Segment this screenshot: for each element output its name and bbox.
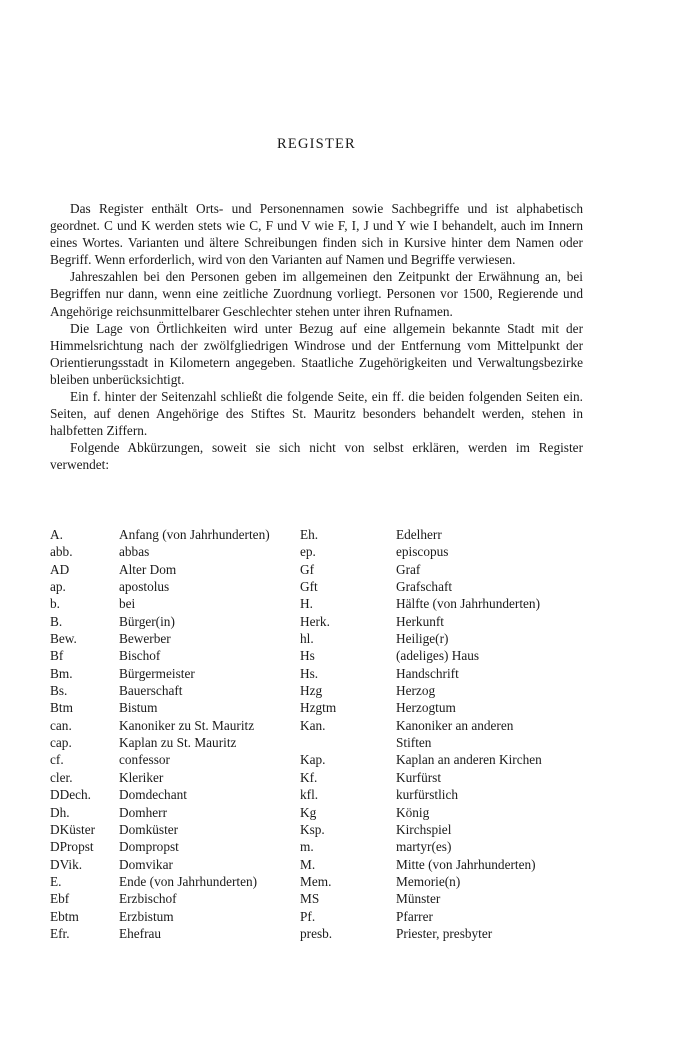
abbreviation-meaning: bei xyxy=(119,596,136,612)
abbreviation: Ebtm xyxy=(50,908,79,924)
abbreviation-row xyxy=(50,717,583,734)
abbreviation-row xyxy=(50,630,583,647)
abbreviation-meaning: Kanoniker zu St. Mauritz xyxy=(119,717,255,733)
abbreviation-row xyxy=(50,595,583,612)
abbreviation-meaning: apostolus xyxy=(119,579,170,595)
abbreviation-meaning: Bauerschaft xyxy=(119,683,183,699)
abbreviation-meaning: Herkunft xyxy=(396,613,444,629)
abbreviation-row xyxy=(50,526,583,543)
abbreviation: H. xyxy=(300,596,313,612)
abbreviation: kfl. xyxy=(300,787,319,803)
abbreviation: Kap. xyxy=(300,752,326,768)
abbreviation-meaning: Dompropst xyxy=(119,839,179,855)
abbreviation-meaning: Graf xyxy=(396,561,421,577)
abbreviation-row xyxy=(50,665,583,682)
abbreviation: Hzg xyxy=(300,683,323,699)
abbreviation-meaning: confessor xyxy=(119,752,170,768)
abbreviation: b. xyxy=(50,596,60,612)
abbreviation-meaning: episcopus xyxy=(396,544,449,560)
abbreviation: Gft xyxy=(300,579,318,595)
abbreviation-row xyxy=(50,856,583,873)
abbreviation-meaning: abbas xyxy=(119,544,150,560)
abbreviation: cler. xyxy=(50,769,73,785)
abbreviation: M. xyxy=(300,856,316,872)
abbreviation: Efr. xyxy=(50,925,70,941)
intro-paragraph: Das Register enthält Orts- und Personennamen sowie Sachbegriffe und ist alphabetisch geordnet. C und K werden stets wie C, F und V wie F, I, J und Y wie I behandelt, auch im Innern eines Wortes. Varianten und ältere Schreibungen finden sich in Kursive hinter dem Namen oder Begriff. Wenn erforderlich, wird von den Varianten auf Namen und Begriffe verwiesen. xyxy=(50,201,583,268)
abbreviation-row xyxy=(50,682,583,699)
abbreviation: Ebf xyxy=(50,891,70,907)
abbreviation-row xyxy=(50,561,583,578)
abbreviation: Dh. xyxy=(50,804,70,820)
abbreviation: Bf xyxy=(50,648,64,664)
abbreviation-meaning: Erzbischof xyxy=(119,891,177,907)
abbreviation: Hzgtm xyxy=(300,700,337,716)
abbreviation-list xyxy=(50,526,583,942)
abbreviation-row xyxy=(50,821,583,838)
abbreviation-meaning: Domherr xyxy=(119,804,167,820)
abbreviation-meaning: Edelherr xyxy=(396,527,442,542)
abbreviation-meaning: Kaplan an anderen Kirchen xyxy=(396,752,542,768)
abbreviation-meaning: Pfarrer xyxy=(396,908,433,924)
abbreviation-meaning: Bewerber xyxy=(119,631,171,647)
abbreviation-meaning: Domvikar xyxy=(119,856,173,872)
abbreviation: Bew. xyxy=(50,631,77,647)
abbreviation-meaning: Bistum xyxy=(119,700,158,716)
abbreviation-meaning: kurfürstlich xyxy=(396,787,459,803)
abbreviation-meaning: Handschrift xyxy=(396,665,459,681)
abbreviation-meaning: Domküster xyxy=(119,821,179,837)
abbreviation: Mem. xyxy=(300,873,332,889)
page-title: REGISTER xyxy=(277,136,356,152)
abbreviation xyxy=(300,734,396,751)
abbreviation: Kg xyxy=(300,804,317,820)
intro-paragraph: Jahreszahlen bei den Personen geben im allgemeinen den Zeitpunkt der Erwähnung an, bei Begriffen nur dann, wenn eine zeitliche Zuordnung vorliegt. Personen vor 1500, Regierende und Angehörige reichsunmittelbarer Geschlechter stehen unter ihren Rufnamen. xyxy=(50,269,583,319)
abbreviation: cap. xyxy=(50,735,72,751)
abbreviation-meaning: Ende (von Jahrhunderten) xyxy=(119,873,258,889)
abbreviation-meaning: Heilige(r) xyxy=(396,631,449,647)
abbreviation-meaning: Kaplan zu St. Mauritz xyxy=(119,735,237,751)
abbreviation-meaning: Memorie(n) xyxy=(396,873,461,889)
abbreviation-row xyxy=(50,699,583,716)
intro-paragraph: Ein f. hinter der Seitenzahl schließt die folgende Seite, ein ff. die beiden folgenden Seiten ein. Seiten, auf denen Angehörige des Stiftes St. Mauritz besonders behandelt werden, stehen in halbfetten Ziffern. xyxy=(50,389,583,439)
abbreviation: Bs. xyxy=(50,683,68,699)
abbreviation: Hs xyxy=(300,648,315,664)
abbreviation-row xyxy=(50,873,583,890)
abbreviation-meaning: Hälfte (von Jahrhunderten) xyxy=(396,596,540,612)
abbreviation-row xyxy=(50,769,583,786)
abbreviation-row xyxy=(50,578,583,595)
abbreviation: Btm xyxy=(50,700,73,716)
abbreviation: presb. xyxy=(300,925,333,941)
abbreviation-meaning: König xyxy=(396,804,430,820)
abbreviation-row xyxy=(50,908,583,925)
abbreviation: E. xyxy=(50,873,62,889)
abbreviation-meaning: Herzogtum xyxy=(396,700,456,716)
abbreviation-meaning: (adeliges) Haus xyxy=(396,648,480,664)
abbreviation-meaning: Anfang (von Jahrhunderten) xyxy=(119,527,270,542)
abbreviation: abb. xyxy=(50,544,73,560)
abbreviation: hl. xyxy=(300,631,314,647)
abbreviation: ep. xyxy=(300,544,316,560)
abbreviation-meaning: Grafschaft xyxy=(396,579,453,595)
abbreviation-row xyxy=(50,543,583,560)
abbreviation-meaning: Bürgermeister xyxy=(119,665,195,681)
abbreviation-row xyxy=(50,804,583,821)
abbreviation-meaning: Mitte (von Jahrhunderten) xyxy=(396,856,536,872)
abbreviation-row xyxy=(50,647,583,664)
abbreviation: Kf. xyxy=(300,769,318,785)
abbreviation-meaning: Bürger(in) xyxy=(119,613,175,629)
abbreviation-meaning: Alter Dom xyxy=(119,561,177,577)
introduction xyxy=(50,200,583,474)
abbreviation: Gf xyxy=(300,561,315,577)
abbreviation: Kan. xyxy=(300,717,326,733)
abbreviation: B. xyxy=(50,613,63,629)
abbreviation: DVik. xyxy=(50,856,83,872)
abbreviation-row xyxy=(50,890,583,907)
abbreviation-meaning: martyr(es) xyxy=(396,839,452,855)
abbreviation-row xyxy=(50,613,583,630)
abbreviation-meaning: Münster xyxy=(396,891,441,907)
abbreviation: m. xyxy=(300,839,314,855)
abbreviation-meaning: Stiften xyxy=(396,735,432,751)
abbreviation-meaning: Ehefrau xyxy=(119,925,162,941)
intro-paragraph: Folgende Abkürzungen, soweit sie sich nicht von selbst erklären, werden im Register verwendet: xyxy=(50,440,583,473)
abbreviation-meaning: Erzbistum xyxy=(119,908,174,924)
abbreviation-meaning: Kurfürst xyxy=(396,769,442,785)
abbreviation-row xyxy=(50,925,583,942)
abbreviation-meaning: Bischof xyxy=(119,648,161,664)
abbreviation: Bm. xyxy=(50,665,73,681)
abbreviation-meaning: Priester, presbyter xyxy=(396,925,493,941)
abbreviation-meaning: Herzog xyxy=(396,683,436,699)
abbreviation: DKüster xyxy=(50,821,96,837)
abbreviation-meaning: Kanoniker an anderen xyxy=(396,717,514,733)
abbreviation: Herk. xyxy=(300,613,330,629)
abbreviation: A. xyxy=(50,527,63,542)
abbreviation: Ksp. xyxy=(300,821,325,837)
abbreviation: Eh. xyxy=(300,527,319,542)
abbreviation-meaning: Kirchspiel xyxy=(396,821,452,837)
abbreviation: cf. xyxy=(50,752,64,768)
abbreviation: Hs. xyxy=(300,665,319,681)
abbreviation: AD xyxy=(50,561,70,577)
abbreviation: DPropst xyxy=(50,839,94,855)
abbreviation-meaning: Domdechant xyxy=(119,787,187,803)
intro-paragraph: Die Lage von Örtlichkeiten wird unter Bezug auf eine allgemein bekannte Stadt mit der Himmelsrichtung nach der zwölfgliedrigen Windrose und der Entfernung vom Mittelpunkt der Orientierungsstadt in Kilometern angegeben. Staatliche Zugehörigkeiten und Verwaltungsbezirke bleiben unberücksichtigt. xyxy=(50,320,583,387)
abbreviation-row xyxy=(50,751,583,768)
abbreviation: can. xyxy=(50,717,72,733)
abbreviation: DDech. xyxy=(50,787,91,803)
abbreviation: Pf. xyxy=(300,908,316,924)
abbreviation-row xyxy=(50,838,583,855)
abbreviation-row xyxy=(50,734,583,751)
abbreviation-row xyxy=(50,786,583,803)
abbreviation: MS xyxy=(300,891,320,907)
abbreviation-meaning: Kleriker xyxy=(119,769,164,785)
abbreviation: ap. xyxy=(50,579,66,595)
